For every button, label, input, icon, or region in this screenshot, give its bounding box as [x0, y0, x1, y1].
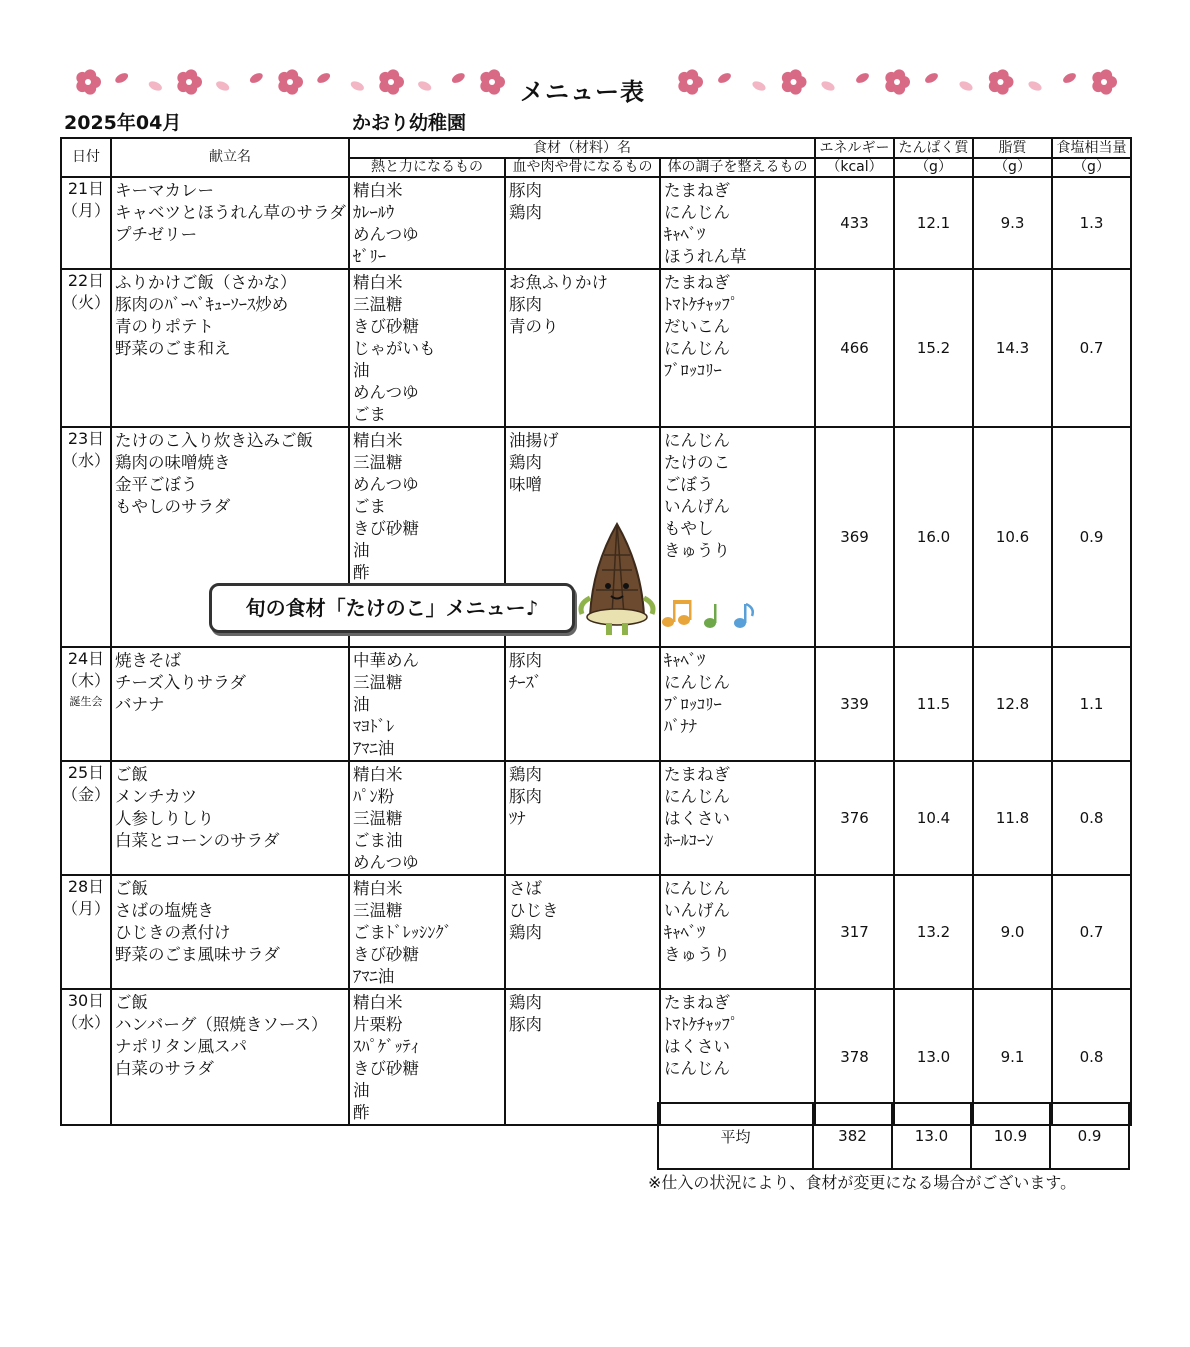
row-dish-cell [111, 269, 349, 427]
row-energy-food: ごま [353, 497, 387, 516]
row-fat: 9.1 [973, 989, 1052, 1125]
row-body-food: ﾁｰｽﾞ [509, 673, 543, 692]
row-condition-food: にんじん [664, 203, 731, 222]
row-dish: 青のりポテト [115, 317, 215, 336]
row-condition-food: ｷｬﾍﾞﾂ [664, 923, 706, 942]
row-body-food: 鶏肉 [509, 923, 543, 942]
row-weekday: （火） [62, 293, 111, 312]
row-body-food-cell [505, 761, 660, 875]
page-title: メニュー表 [520, 78, 645, 106]
row-condition-food: ごぼう [664, 475, 714, 494]
sakura-flower-icon [989, 69, 1014, 94]
header-salt: 食塩相当量 [1052, 138, 1131, 158]
row-dish-cell [111, 989, 349, 1125]
music-notes-icon [660, 596, 760, 630]
row-condition-food-cell [660, 761, 815, 875]
menu-rows [61, 177, 1131, 1125]
row-condition-food: にんじん [664, 879, 731, 898]
row-energy-food: 油 [353, 1081, 370, 1100]
row-energy-food: ごまﾄﾞﾚｯｼﾝｸﾞ [353, 923, 453, 942]
row-dish: 白菜のサラダ [115, 1059, 214, 1078]
row-energy-food: めんつゆ [353, 225, 419, 244]
row-condition-food: にんじん [664, 673, 731, 692]
header-fat: 脂質 [973, 138, 1052, 158]
row-body-food-cell [505, 647, 660, 761]
row-condition-food: たまねぎ [664, 765, 731, 784]
header-protein-unit: （g） [894, 158, 973, 177]
row-kcal: 339 [815, 647, 894, 761]
row-body-food: 油揚げ [509, 431, 559, 450]
row-energy-food: 三温糖 [353, 901, 403, 920]
row-fat: 14.3 [973, 269, 1052, 427]
row-dish: メンチカツ [115, 787, 198, 806]
row-body-food: 鶏肉 [509, 453, 543, 472]
row-energy-food: 精白米 [353, 181, 403, 200]
row-condition-food: たけのこ [664, 453, 731, 472]
row-condition-food: にんじん [664, 339, 731, 358]
row-energy-food: 三温糖 [353, 809, 403, 828]
row-dish: プチゼリー [115, 225, 198, 244]
row-condition-food: ほうれん草 [664, 247, 747, 266]
row-body-food-cell [505, 177, 660, 269]
row-dish-cell [111, 761, 349, 875]
row-body-food: 鶏肉 [509, 765, 543, 784]
row-protein: 13.2 [894, 875, 973, 989]
row-date [61, 427, 111, 647]
average-label: 平均 [658, 1103, 813, 1169]
row-fat: 9.3 [973, 177, 1052, 269]
row-condition-food: いんげん [664, 497, 731, 516]
row-energy-food: ｶﾚｰﾙｳ [353, 203, 395, 222]
row-body-food-cell [505, 269, 660, 427]
row-energy-food: ｾﾞﾘｰ [353, 247, 387, 266]
row-salt: 0.9 [1052, 427, 1131, 647]
row-protein: 16.0 [894, 427, 973, 647]
row-day: 21日 [67, 179, 105, 198]
row-dish: さばの塩焼き [115, 901, 215, 920]
row-fat: 9.0 [973, 875, 1052, 989]
header-energy: エネルギー [815, 138, 894, 158]
sakura-flower-icon [885, 69, 910, 94]
row-dish: ナポリタン風スパ [115, 1037, 248, 1056]
sakura-flower-icon [782, 69, 807, 94]
row-energy-food: きび砂糖 [353, 1059, 420, 1078]
row-energy-food: 三温糖 [353, 453, 403, 472]
row-condition-food-cell [660, 269, 815, 427]
row-salt: 0.8 [1052, 761, 1131, 875]
row-dish: キャベツとほうれん草のサラダ [115, 203, 346, 222]
row-day: 25日 [67, 763, 105, 782]
header-protein: たんぱく質 [894, 138, 973, 158]
row-energy-food: 酢 [353, 1103, 370, 1122]
row-day: 22日 [67, 271, 105, 290]
row-body-food: ﾂﾅ [509, 809, 526, 828]
row-condition-food: ﾊﾞﾅﾅ [664, 717, 698, 736]
average-fat: 10.9 [971, 1103, 1050, 1169]
menu-month: 2025年04月 [64, 112, 182, 134]
row-energy-food-cell [349, 269, 505, 427]
row-dish: 野菜のごま風味サラダ [115, 945, 280, 964]
row-dish: 豚肉のﾊﾞｰﾍﾞｷｭｰｿｰｽ炒め [115, 295, 289, 314]
row-body-food: 豚肉 [509, 651, 543, 670]
sakura-flower-icon [1092, 69, 1117, 94]
bamboo-shoot-character-icon [572, 520, 662, 640]
row-energy-food: 酢 [353, 563, 370, 582]
row-condition-food: ﾌﾞﾛｯｺﾘｰ [664, 361, 722, 380]
average-salt: 0.9 [1050, 1103, 1129, 1169]
row-energy-food: 精白米 [353, 765, 403, 784]
row-energy-food: 油 [353, 361, 370, 380]
row-body-food: 豚肉 [509, 295, 543, 314]
row-weekday: （月） [62, 899, 111, 918]
sakura-petal-icon [716, 71, 732, 85]
row-salt: 1.3 [1052, 177, 1131, 269]
row-dish: 焼きそば [115, 651, 182, 670]
row-weekday: （金） [62, 785, 111, 804]
row-energy-food: めんつゆ [353, 853, 419, 872]
row-condition-food: たまねぎ [664, 993, 731, 1012]
row-condition-food-cell [660, 177, 815, 269]
row-protein: 11.5 [894, 647, 973, 761]
row-day: 24日 [67, 649, 105, 668]
row-protein: 13.0 [894, 989, 973, 1125]
row-condition-food: きゅうり [664, 945, 731, 964]
row-energy-food: 精白米 [353, 879, 403, 898]
row-energy-food-cell [349, 761, 505, 875]
row-condition-food: もやし [664, 519, 714, 538]
row-energy-food: 精白米 [353, 273, 403, 292]
row-dish: 白菜とコーンのサラダ [115, 831, 280, 850]
row-body-food: 鶏肉 [509, 203, 543, 222]
row-energy-food-cell [349, 177, 505, 269]
row-dish: バナナ [115, 695, 165, 714]
bamboo-shoot-callout: 旬の食材「たけのこ」メニュー♪ [209, 583, 575, 633]
sakura-flower-icon [278, 69, 303, 94]
row-weekday: （水） [62, 451, 111, 470]
table-row [61, 647, 1131, 761]
sakura-petal-icon [417, 79, 433, 92]
sakura-petal-icon [854, 71, 870, 85]
row-body-food: さば [509, 879, 543, 898]
row-energy-food: めんつゆ [353, 475, 419, 494]
row-salt: 1.1 [1052, 647, 1131, 761]
header-salt-unit: （g） [1052, 158, 1131, 177]
header-ing-condition: 体の調子を整えるもの [660, 158, 815, 177]
table-row [61, 269, 1131, 427]
row-condition-food: にんじん [664, 431, 731, 450]
row-weekday: （水） [62, 1013, 111, 1032]
row-protein: 10.4 [894, 761, 973, 875]
row-energy-food: きび砂糖 [353, 519, 420, 538]
row-energy-food: ごま [353, 405, 387, 424]
row-dish: 野菜のごま和え [115, 339, 231, 358]
row-energy-food-cell [349, 875, 505, 989]
sakura-petal-icon [751, 79, 767, 92]
row-protein: 15.2 [894, 269, 973, 427]
row-condition-food-cell [660, 647, 815, 761]
row-body-food: 青のり [509, 317, 559, 336]
row-body-food: 味噌 [509, 475, 543, 494]
row-condition-food: ﾄﾏﾄｹﾁｬｯﾌﾟ [664, 1015, 739, 1034]
sakura-flower-icon [678, 69, 703, 94]
row-dish: 鶏肉の味噌焼き [115, 453, 231, 472]
header-dish: 献立名 [111, 138, 349, 177]
sakura-petal-icon [248, 71, 264, 85]
row-body-food: 鶏肉 [509, 993, 543, 1012]
row-date [61, 647, 111, 761]
row-energy-food: 精白米 [353, 431, 403, 450]
school-name: かおり幼稚園 [352, 112, 467, 134]
row-day: 28日 [67, 877, 105, 896]
row-salt: 0.8 [1052, 989, 1131, 1125]
row-dish: 金平ごぼう [115, 475, 198, 494]
row-energy-food: ｽﾊﾟｹﾞｯﾃｨ [353, 1037, 420, 1056]
row-energy-food: きび砂糖 [353, 317, 420, 336]
average-protein: 13.0 [892, 1103, 971, 1169]
row-kcal: 378 [815, 989, 894, 1125]
row-condition-food: にんじん [664, 787, 731, 806]
row-event-note: 誕生会 [69, 695, 103, 708]
row-condition-food: だいこん [664, 317, 731, 336]
row-condition-food: たまねぎ [664, 273, 731, 292]
row-body-food: お魚ふりかけ [509, 273, 609, 292]
row-day: 30日 [67, 991, 105, 1010]
sakura-banner-left [70, 60, 510, 104]
row-weekday: （月） [62, 201, 111, 220]
row-energy-food: ﾏﾖﾄﾞﾚ [353, 717, 395, 736]
row-energy-food: 三温糖 [353, 295, 403, 314]
row-date [61, 269, 111, 427]
row-condition-food: いんげん [664, 901, 731, 920]
footnote: ※仕入の状況により、食材が変更になる場合がございます。 [648, 1173, 1077, 1192]
row-body-food: 豚肉 [509, 787, 543, 806]
row-condition-food: にんじん [664, 1059, 731, 1078]
row-kcal: 317 [815, 875, 894, 989]
row-kcal: 369 [815, 427, 894, 647]
row-dish: ひじきの煮付け [115, 923, 231, 942]
row-kcal: 466 [815, 269, 894, 427]
row-energy-food: 片栗粉 [353, 1015, 403, 1034]
row-condition-food: ﾄﾏﾄｹﾁｬｯﾌﾟ [664, 295, 739, 314]
sakura-flower-icon [379, 69, 404, 94]
sakura-petal-icon [215, 79, 231, 92]
row-dish-cell [111, 177, 349, 269]
row-condition-food-cell [660, 875, 815, 989]
row-dish: ご飯 [115, 765, 149, 784]
row-energy-food: めんつゆ [353, 383, 419, 402]
sakura-petal-icon [923, 71, 939, 85]
row-energy-food: 三温糖 [353, 673, 403, 692]
row-condition-food: はくさい [664, 809, 731, 828]
row-condition-food: たまねぎ [664, 181, 731, 200]
row-date [61, 761, 111, 875]
row-dish: 人参しりしり [115, 809, 215, 828]
row-dish: キーマカレー [115, 181, 215, 200]
row-body-food: 豚肉 [509, 181, 543, 200]
row-energy-food: 中華めん [353, 651, 420, 670]
row-condition-food: はくさい [664, 1037, 731, 1056]
row-energy-food: 油 [353, 541, 370, 560]
row-dish: ご飯 [115, 993, 149, 1012]
header-date: 日付 [61, 138, 111, 177]
average-table [657, 1102, 1130, 1170]
row-fat: 10.6 [973, 427, 1052, 647]
row-energy-food: じゃがいも [353, 339, 436, 358]
row-energy-food-cell [349, 989, 505, 1125]
row-body-food: 豚肉 [509, 1015, 543, 1034]
sakura-petal-icon [349, 79, 365, 92]
row-energy-food: ごま油 [353, 831, 403, 850]
header-ing-energy: 熱と力になるもの [349, 158, 505, 177]
row-body-food-cell [505, 989, 660, 1125]
row-dish-cell [111, 875, 349, 989]
table-row [61, 875, 1131, 989]
row-dish: たけのこ入り炊き込みご飯 [115, 431, 314, 450]
row-day: 23日 [67, 429, 105, 448]
sakura-flower-icon [76, 69, 101, 94]
row-dish: ふりかけご飯（さかな） [115, 273, 297, 292]
header-ing-body: 血や肉や骨になるもの [505, 158, 660, 177]
table-row [61, 761, 1131, 875]
header-energy-unit: （kcal） [815, 158, 894, 177]
sakura-petal-icon [114, 71, 130, 85]
row-date [61, 875, 111, 989]
row-condition-food: ｷｬﾍﾞﾂ [664, 651, 706, 670]
sakura-flower-icon [177, 69, 202, 94]
row-kcal: 376 [815, 761, 894, 875]
sakura-petal-icon [820, 79, 836, 92]
sakura-banner-right [672, 60, 1122, 104]
row-condition-food: ｷｬﾍﾞﾂ [664, 225, 706, 244]
sakura-petal-icon [1061, 71, 1077, 85]
sakura-flower-icon [480, 69, 505, 94]
row-energy-food: ｱﾏﾆ油 [353, 739, 395, 758]
sakura-petal-icon [450, 71, 466, 85]
header-ingredients: 食材（材料）名 [349, 138, 815, 158]
row-dish-cell [111, 647, 349, 761]
row-condition-food: きゅうり [664, 541, 731, 560]
row-salt: 0.7 [1052, 875, 1131, 989]
row-date [61, 177, 111, 269]
row-energy-food-cell [349, 647, 505, 761]
row-fat: 12.8 [973, 647, 1052, 761]
row-dish: チーズ入りサラダ [115, 673, 247, 692]
sakura-petal-icon [147, 79, 163, 92]
row-energy-food: ｱﾏﾆ油 [353, 967, 395, 986]
row-body-food-cell [505, 875, 660, 989]
row-condition-food: ﾌﾞﾛｯｺﾘｰ [664, 695, 722, 714]
row-dish: ご飯 [115, 879, 149, 898]
row-dish: もやしのサラダ [115, 497, 231, 516]
row-protein: 12.1 [894, 177, 973, 269]
sakura-petal-icon [316, 71, 332, 85]
row-energy-food: きび砂糖 [353, 945, 420, 964]
row-dish: ハンバーグ（照焼きソース） [115, 1015, 328, 1034]
row-weekday: （木） [62, 671, 111, 690]
sakura-petal-icon [1027, 79, 1043, 92]
header-fat-unit: （g） [973, 158, 1052, 177]
row-date [61, 989, 111, 1125]
row-kcal: 433 [815, 177, 894, 269]
row-salt: 0.7 [1052, 269, 1131, 427]
row-body-food: ひじき [509, 901, 559, 920]
table-row [61, 177, 1131, 269]
row-energy-food: 油 [353, 695, 370, 714]
row-energy-food: 精白米 [353, 993, 403, 1012]
average-kcal: 382 [813, 1103, 892, 1169]
sakura-petal-icon [958, 79, 974, 92]
row-energy-food: ﾊﾟﾝ粉 [353, 787, 395, 806]
row-condition-food: ﾎｰﾙｺｰﾝ [664, 831, 714, 850]
row-fat: 11.8 [973, 761, 1052, 875]
